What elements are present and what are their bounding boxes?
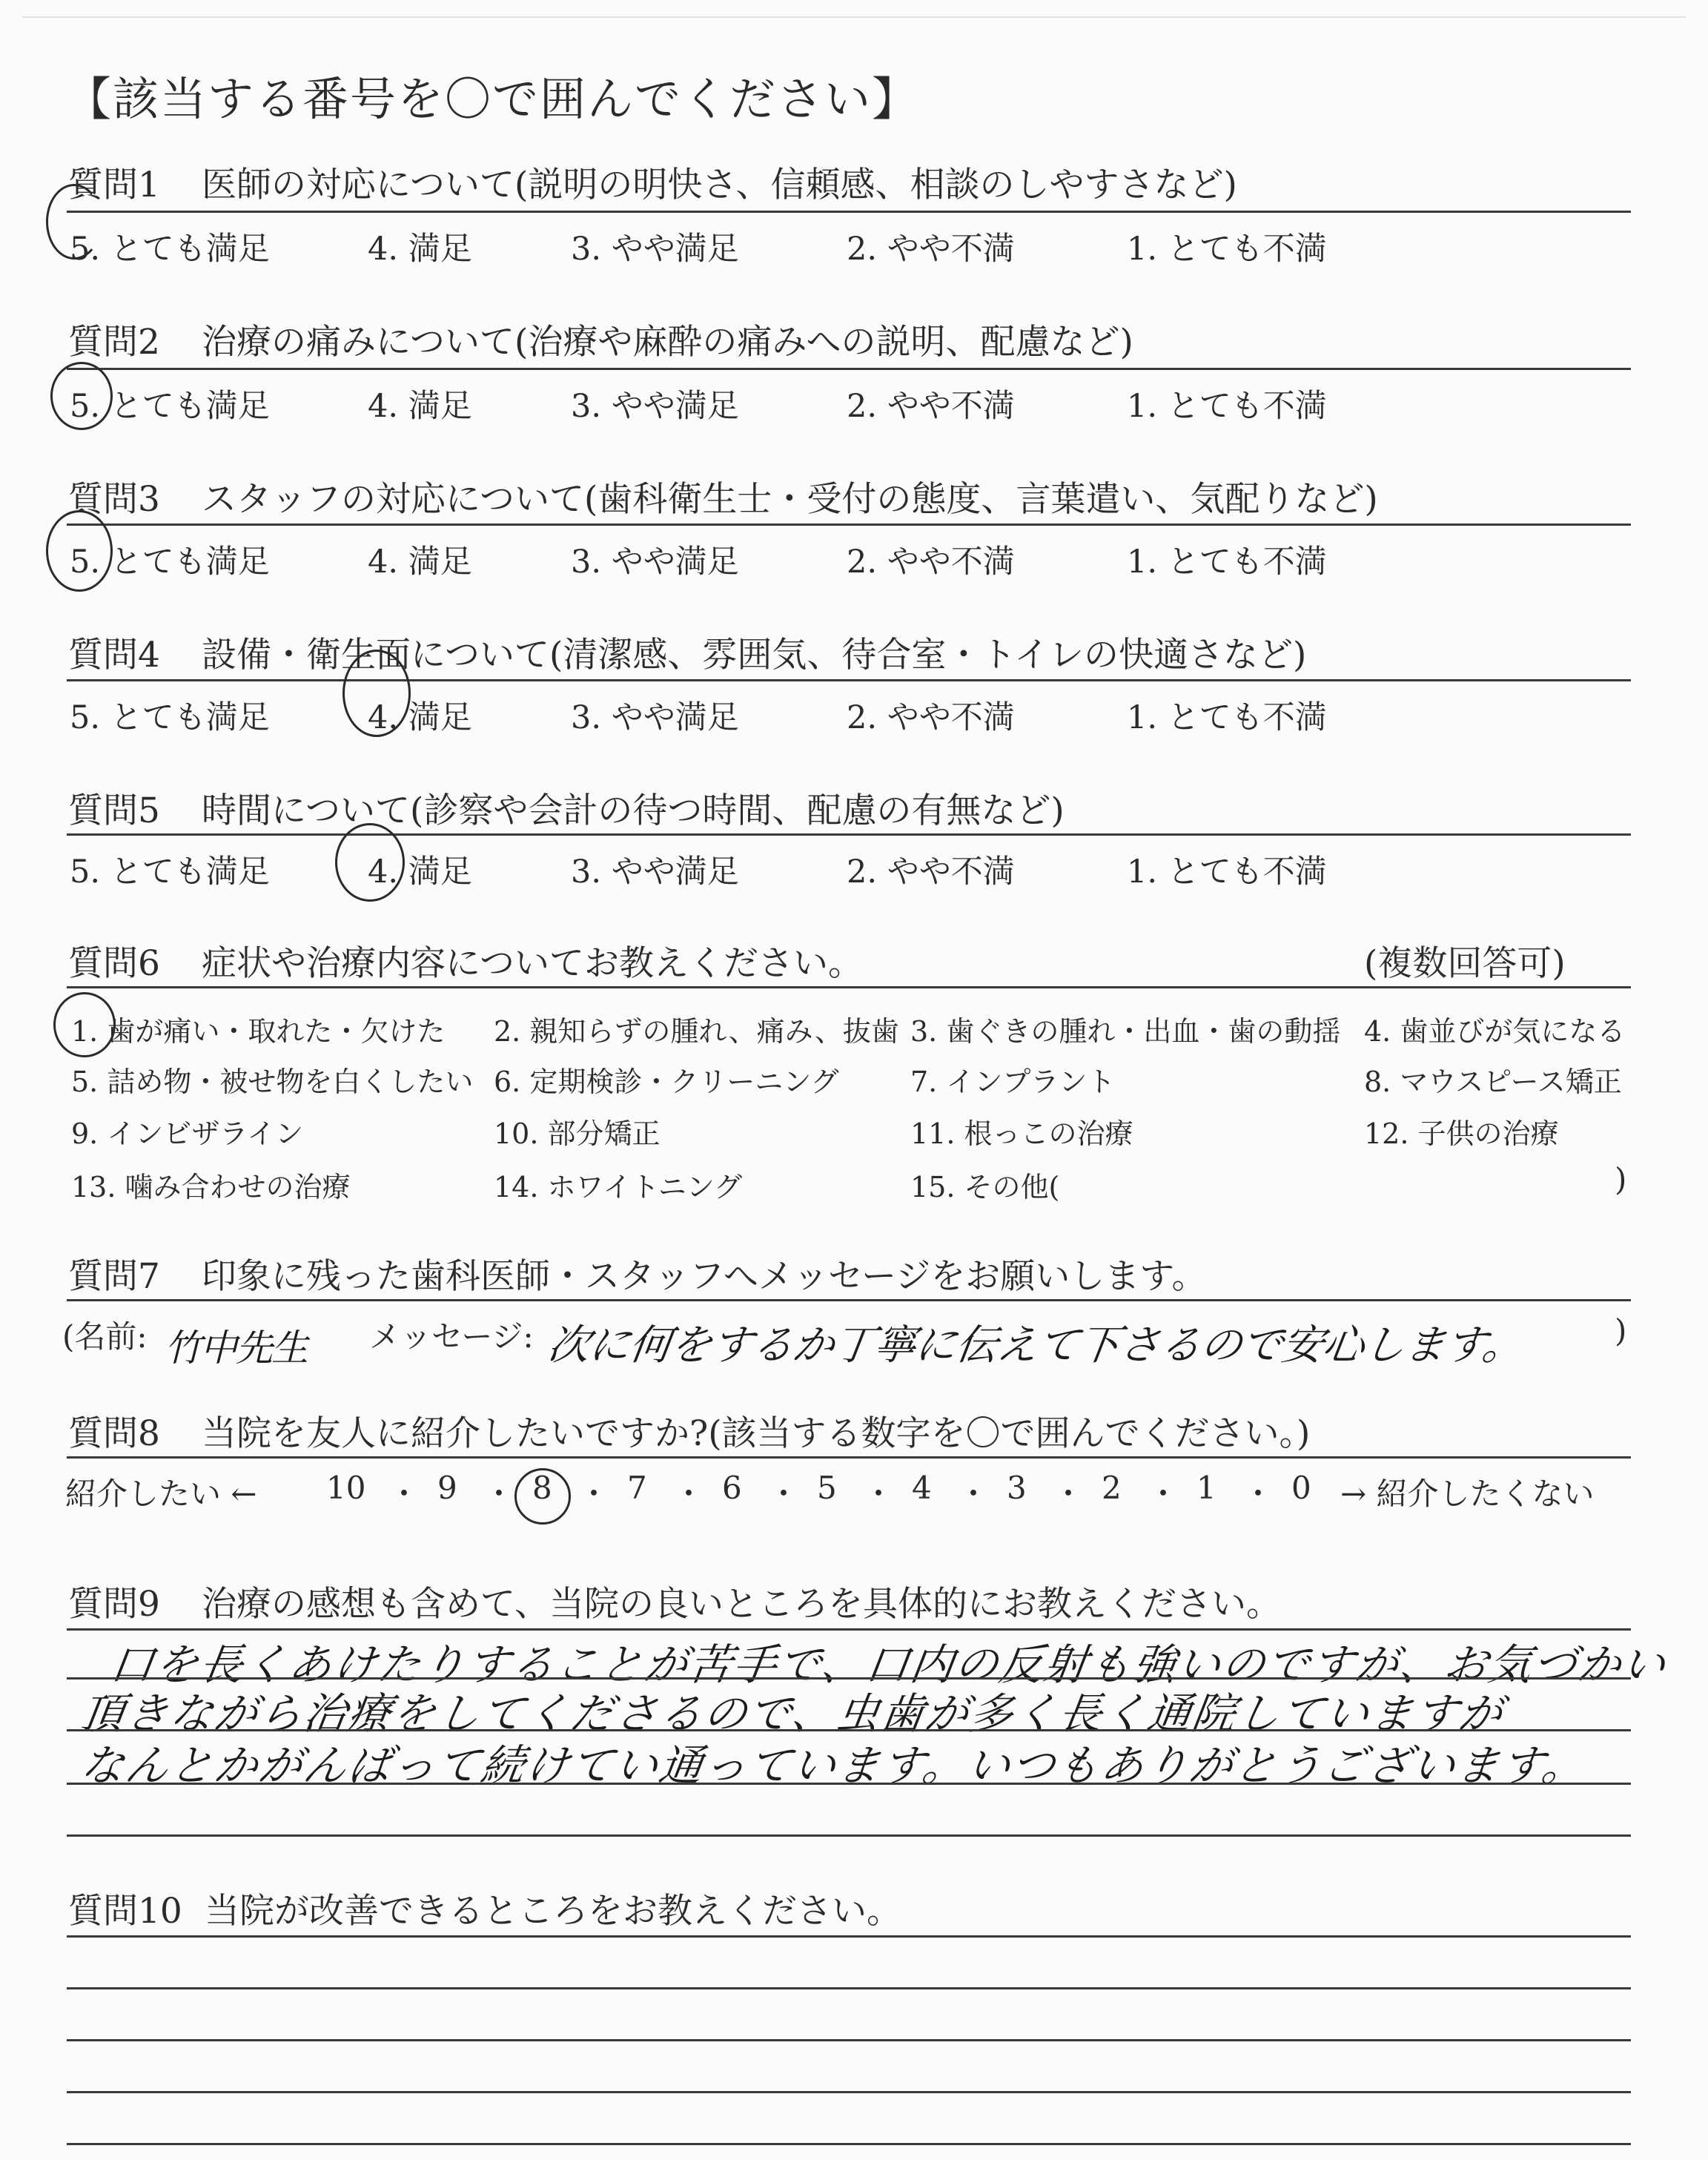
q5-option-4[interactable]: 4. 満足 xyxy=(368,853,472,891)
q6-option-3[interactable]: 3. 歯ぐきの腫れ・出血・歯の動揺 xyxy=(910,1015,1341,1048)
q3-option-5[interactable]: 5. とても満足 xyxy=(70,544,270,581)
q6-other-close-paren: ) xyxy=(1615,1161,1627,1198)
q4-option-3[interactable]: 3. やや満足 xyxy=(571,699,739,736)
q2-option-5[interactable]: 5. とても満足 xyxy=(70,388,270,425)
q9-number: 質問9 xyxy=(68,1584,160,1625)
q6-option-11[interactable]: 11. 根っこの治療 xyxy=(910,1117,1133,1150)
q7-message-label: メッセージ: xyxy=(369,1318,534,1355)
q8-dot: ・ xyxy=(768,1476,800,1512)
q8-dot: ・ xyxy=(483,1476,515,1512)
q6-option-9[interactable]: 9. インビザライン xyxy=(71,1117,304,1150)
q10-number: 質問10 xyxy=(68,1891,182,1932)
q6-option-8[interactable]: 8. マウスピース矯正 xyxy=(1364,1066,1622,1098)
q9-answer-line-2[interactable]: 頂きながら治療をしてくださるので、虫歯が多く長く通院していますが xyxy=(77,1688,1507,1739)
q8-dot: ・ xyxy=(863,1476,895,1512)
q3-answer-circle xyxy=(46,510,113,592)
q4-option-5[interactable]: 5. とても満足 xyxy=(70,699,270,736)
q7-rule xyxy=(67,1299,1631,1301)
q2-rule xyxy=(67,368,1631,370)
q7-text: 印象に残った歯科医師・スタッフへメッセージをお願いします。 xyxy=(202,1256,1207,1297)
q4-number: 質問4 xyxy=(68,635,160,676)
q2-option-2[interactable]: 2. やや不満 xyxy=(847,388,1015,425)
q2-option-1[interactable]: 1. とても不満 xyxy=(1127,388,1327,425)
q1-number: 質問1 xyxy=(68,165,160,205)
q3-number: 質問3 xyxy=(68,479,160,520)
q6-option-7[interactable]: 7. インプラント xyxy=(910,1066,1116,1098)
q9-title xyxy=(68,1576,1281,1626)
q4-text: 設備・衛生面について(清潔感、雰囲気、待合室・トイレの快適さなど) xyxy=(202,635,1307,676)
q8-scale-9[interactable]: 9 xyxy=(437,1470,457,1506)
q6-multiple-answers-note: (複数回答可) xyxy=(1364,943,1566,984)
top-divider xyxy=(22,16,1686,18)
q8-dot: ・ xyxy=(958,1476,990,1512)
q8-dot: ・ xyxy=(1053,1476,1085,1512)
q6-option-1[interactable]: 1. 歯が痛い・取れた・欠けた xyxy=(71,1015,446,1048)
q4-rule xyxy=(67,679,1631,681)
q9-answer-line-3[interactable]: なんとかがんばって続けてい通っています。いつもありがとうございます。 xyxy=(77,1740,1590,1791)
q8-scale-8[interactable]: 8 xyxy=(532,1470,552,1506)
q3-option-2[interactable]: 2. やや不満 xyxy=(847,544,1015,581)
q10-title xyxy=(68,1883,901,1933)
q4-option-1[interactable]: 1. とても不満 xyxy=(1127,699,1327,736)
q5-title xyxy=(68,783,1065,833)
q3-title xyxy=(68,472,1378,521)
q8-scale-6[interactable]: 6 xyxy=(722,1470,742,1506)
q5-text: 時間について(診察や会計の待つ時間、配慮の有無など) xyxy=(202,790,1065,831)
q1-option-5[interactable]: 5. とても満足 xyxy=(70,231,270,268)
q6-option-4[interactable]: 4. 歯並びが気になる xyxy=(1364,1015,1626,1048)
q4-answer-circle xyxy=(342,650,411,737)
q3-option-1[interactable]: 1. とても不満 xyxy=(1127,544,1327,581)
q7-close-paren: ) xyxy=(1615,1312,1627,1349)
q2-answer-circle xyxy=(50,362,113,430)
q8-rule xyxy=(67,1456,1631,1459)
q8-scale-4[interactable]: 4 xyxy=(912,1470,932,1506)
q8-scale-0[interactable]: 0 xyxy=(1291,1470,1311,1506)
q1-option-3[interactable]: 3. やや満足 xyxy=(571,231,739,268)
q1-rule xyxy=(67,211,1631,213)
q8-scale-5[interactable]: 5 xyxy=(817,1470,837,1506)
q5-option-2[interactable]: 2. やや不満 xyxy=(847,853,1015,891)
q6-option-2[interactable]: 2. 親知らずの腫れ、痛み、抜歯 xyxy=(494,1015,899,1048)
q4-option-2[interactable]: 2. やや不満 xyxy=(847,699,1015,736)
q8-right-label: → 紹介したくない xyxy=(1340,1476,1595,1512)
q7-title xyxy=(68,1249,1206,1298)
q10-answer-rule[interactable] xyxy=(67,1935,1631,1938)
page-heading: 【該当する番号を〇で囲んでください】 xyxy=(65,72,920,126)
q6-option-13[interactable]: 13. 噛み合わせの治療 xyxy=(71,1171,351,1203)
q3-rule xyxy=(67,524,1631,526)
q8-dot: ・ xyxy=(388,1476,420,1512)
q10-text: 当院が改善できるところをお教えください。 xyxy=(205,1891,901,1932)
q8-title xyxy=(68,1406,1310,1456)
q7-name-label: (名前: xyxy=(62,1318,148,1355)
q3-text: スタッフの対応について(歯科衛生士・受付の態度、言葉遣い、気配りなど) xyxy=(202,479,1378,520)
q6-option-10[interactable]: 10. 部分矯正 xyxy=(494,1117,661,1150)
q9-answer-line-1[interactable]: 口を長くあけたりすることが苦手で、口内の反射も強いのですが、お気づかい xyxy=(107,1639,1670,1690)
q6-option-5[interactable]: 5. 詰め物・被せ物を白くしたい xyxy=(71,1066,474,1098)
q7-name-value[interactable]: 竹中先生 xyxy=(165,1327,307,1370)
q1-option-4[interactable]: 4. 満足 xyxy=(368,231,472,268)
q10-answer-rule[interactable] xyxy=(67,2039,1631,2041)
q6-number: 質問6 xyxy=(68,943,160,984)
q9-answer-rule xyxy=(67,1783,1631,1785)
q5-answer-circle xyxy=(335,823,405,902)
q8-answer-circle xyxy=(514,1468,571,1525)
q8-dot: ・ xyxy=(1148,1476,1179,1512)
q2-option-3[interactable]: 3. やや満足 xyxy=(571,388,739,425)
q6-text: 症状や治療内容についてお教えください。 xyxy=(202,943,864,984)
q5-option-5[interactable]: 5. とても満足 xyxy=(70,853,270,891)
q5-option-3[interactable]: 3. やや満足 xyxy=(571,853,739,891)
q10-answer-rule[interactable] xyxy=(67,1987,1631,1989)
q9-answer-rule xyxy=(67,1834,1631,1837)
q8-left-label: 紹介したい ← xyxy=(65,1476,257,1512)
q7-number: 質問7 xyxy=(68,1256,160,1297)
q1-option-2[interactable]: 2. やや不満 xyxy=(847,231,1015,268)
q10-answer-rule[interactable] xyxy=(67,2143,1631,2145)
q2-text: 治療の痛みについて(治療や麻酔の痛みへの説明、配慮など) xyxy=(202,322,1133,363)
q1-title xyxy=(68,157,1237,207)
q6-option-12[interactable]: 12. 子供の治療 xyxy=(1364,1117,1559,1150)
q2-title xyxy=(68,314,1133,364)
q10-answer-rule[interactable] xyxy=(67,2091,1631,2093)
q1-option-1[interactable]: 1. とても不満 xyxy=(1127,231,1327,268)
q5-number: 質問5 xyxy=(68,790,160,831)
q7-message-value[interactable]: 次に何をするか丁寧に伝えて下さるので安心します。 xyxy=(544,1321,1527,1370)
q2-option-4[interactable]: 4. 満足 xyxy=(368,388,472,425)
q8-scale-2[interactable]: 2 xyxy=(1102,1470,1122,1506)
q8-scale-7[interactable]: 7 xyxy=(627,1470,647,1506)
q3-option-3[interactable]: 3. やや満足 xyxy=(571,544,739,581)
q4-option-4[interactable]: 4. 満足 xyxy=(368,699,472,736)
q6-option-15[interactable]: 15. その他( xyxy=(910,1171,1060,1203)
q8-scale-10[interactable]: 10 xyxy=(326,1470,366,1506)
q6-answer-circle xyxy=(53,992,116,1057)
q1-answer-circle xyxy=(46,184,102,260)
q8-scale-1[interactable]: 1 xyxy=(1196,1470,1217,1506)
q3-option-4[interactable]: 4. 満足 xyxy=(368,544,472,581)
q6-option-6[interactable]: 6. 定期検診・クリーニング xyxy=(494,1066,839,1098)
q5-rule xyxy=(67,833,1631,836)
q8-scale-3[interactable]: 3 xyxy=(1007,1470,1027,1506)
q8-dot: ・ xyxy=(1242,1476,1274,1512)
q9-text: 治療の感想も含めて、当院の良いところを具体的にお教えください。 xyxy=(202,1584,1282,1625)
q8-dot: ・ xyxy=(578,1476,610,1512)
q8-dot: ・ xyxy=(673,1476,705,1512)
q1-text: 医師の対応について(説明の明快さ、信頼感、相談のしやすさなど) xyxy=(202,165,1237,205)
q6-title xyxy=(68,936,863,985)
q2-number: 質問2 xyxy=(68,322,160,363)
q6-option-14[interactable]: 14. ホワイトニング xyxy=(494,1171,743,1203)
q4-title xyxy=(68,627,1306,677)
q5-option-1[interactable]: 1. とても不満 xyxy=(1127,853,1327,891)
q8-number: 質問8 xyxy=(68,1413,160,1454)
q6-rule xyxy=(67,986,1631,988)
q8-text: 当院を友人に紹介したいですか?(該当する数字を〇で囲んでください。) xyxy=(202,1413,1311,1454)
